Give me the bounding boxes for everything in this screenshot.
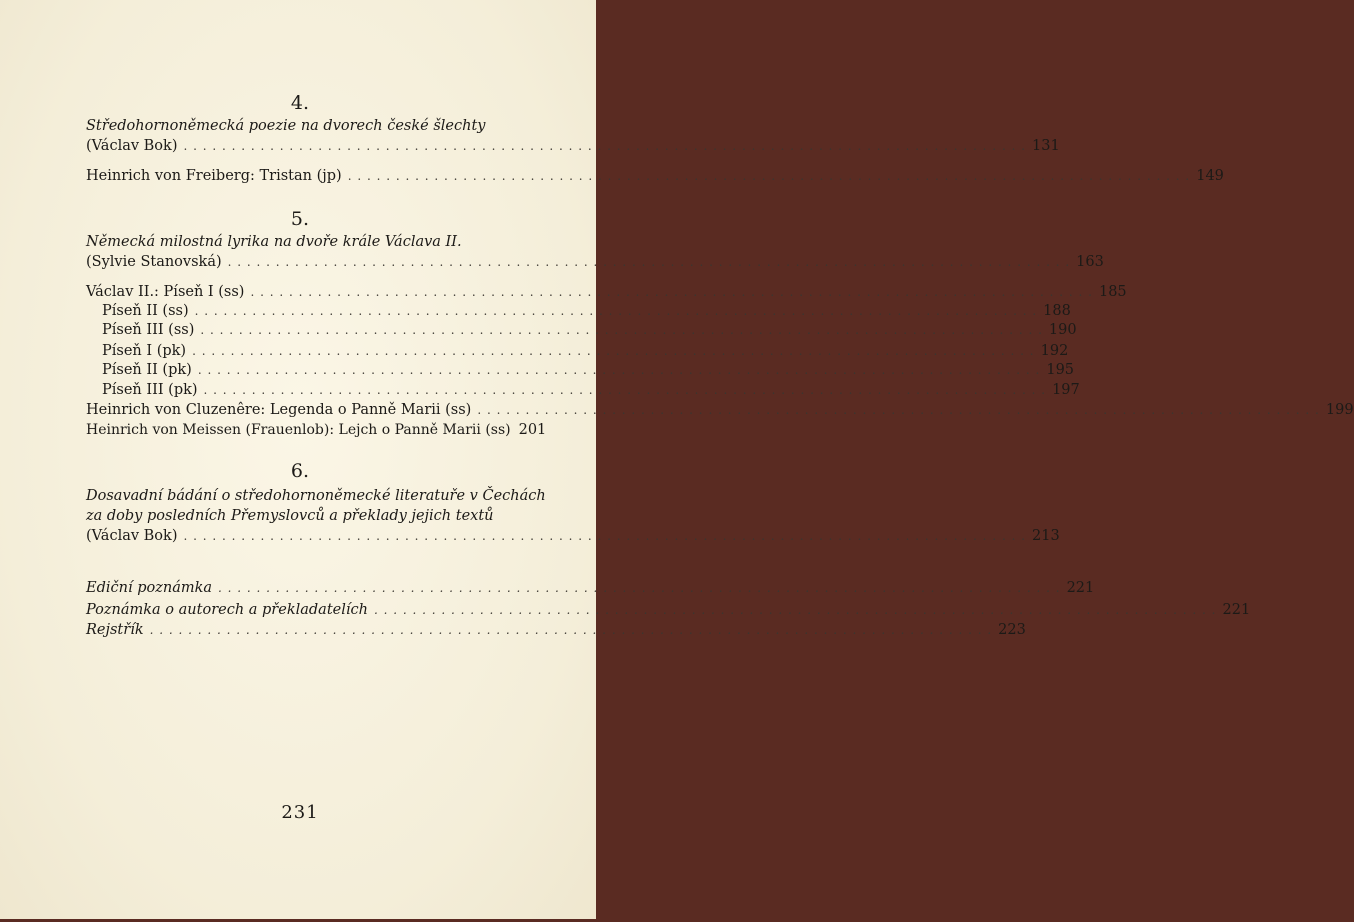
toc-entry (86, 252, 1104, 272)
toc-entry (86, 526, 1060, 546)
toc-entry (102, 301, 1071, 321)
entry-page: 185 (1098, 284, 1127, 300)
dot-leader (250, 282, 1093, 302)
entry-title: Heinrich von Meissen (Frauenlob): Lejch o Panně Marii (ss) (86, 422, 511, 438)
dot-leader (204, 380, 1047, 400)
entry-title: Píseň III (pk) (102, 382, 198, 398)
entry-title: Píseň II (ss) (102, 303, 189, 319)
entry-title: Píseň III (ss) (102, 322, 195, 338)
toc-entry (86, 400, 1354, 420)
dot-leader (150, 620, 993, 640)
section-number: 4. (290, 92, 310, 114)
entry-page: 163 (1076, 254, 1104, 270)
entry-title-italic: Německá milostná lyrika na dvoře krále Václava II. (86, 234, 462, 250)
toc-entry (86, 578, 1095, 598)
entry-title: (Václav Bok) (86, 138, 178, 154)
dot-leader (374, 600, 1217, 620)
entry-title: Heinrich von Freiberg: Tristan (jp) (86, 168, 342, 184)
entry-page: 221 (1222, 602, 1251, 618)
toc-entry (86, 282, 1127, 302)
entry-title: (Václav Bok) (86, 528, 178, 544)
toc-entry (102, 341, 1069, 361)
entry-title: (Sylvie Stanovská) (86, 254, 222, 270)
entry-title: Píseň I (pk) (102, 343, 187, 359)
entry-page: 201 (518, 422, 547, 438)
dot-leader (198, 360, 1041, 380)
entry-title: Rejstřík (86, 622, 144, 638)
entry-page: 190 (1048, 322, 1077, 338)
entry-page: 221 (1066, 580, 1095, 596)
entry-page: 197 (1052, 382, 1080, 398)
entry-page: 199 (1325, 402, 1354, 418)
entry-title-italic: Středohornoněmecká poezie na dvorech české šlechty (86, 118, 486, 134)
toc-entry (102, 360, 1075, 380)
dot-leader (228, 252, 1071, 272)
entry-title-italic: Dosavadní bádání o středohornoněmecké literatuře v Čechách (86, 488, 546, 504)
section-number: 5. (290, 208, 310, 230)
entry-title: Píseň II (pk) (102, 362, 192, 378)
page-number: 231 (281, 802, 319, 823)
entry-page: 131 (1032, 138, 1060, 154)
dot-leader (195, 301, 1038, 321)
toc-entry (102, 320, 1077, 340)
dot-leader (218, 578, 1061, 598)
dot-leader (200, 320, 1043, 340)
entry-title-italic: za doby posledních Přemyslovců a překlady jejich textů (86, 508, 494, 524)
entry-title: Václav II.: Píseň I (ss) (86, 284, 245, 300)
dot-leader (477, 400, 1320, 420)
entry-page: 149 (1196, 168, 1224, 184)
dot-leader (348, 166, 1191, 186)
dot-leader (183, 136, 1026, 156)
entry-page: 223 (998, 622, 1026, 638)
toc-entry (86, 620, 1026, 640)
dot-leader (192, 341, 1035, 361)
dot-leader (183, 526, 1026, 546)
entry-page: 188 (1043, 303, 1071, 319)
entry-page: 192 (1040, 343, 1069, 359)
toc-entry (86, 600, 1251, 620)
entry-title: Poznámka o autorech a překladatelích (86, 602, 368, 618)
entry-page: 195 (1046, 362, 1075, 378)
toc-entry (86, 420, 547, 440)
toc-entry (86, 166, 1224, 186)
entry-page: 213 (1032, 528, 1060, 544)
section-number: 6. (290, 460, 310, 482)
entry-title: Ediční poznámka (86, 580, 213, 596)
toc-entry (86, 136, 1060, 156)
toc-entry (102, 380, 1080, 400)
entry-title: Heinrich von Cluzenêre: Legenda o Panně Marii (ss) (86, 402, 472, 418)
